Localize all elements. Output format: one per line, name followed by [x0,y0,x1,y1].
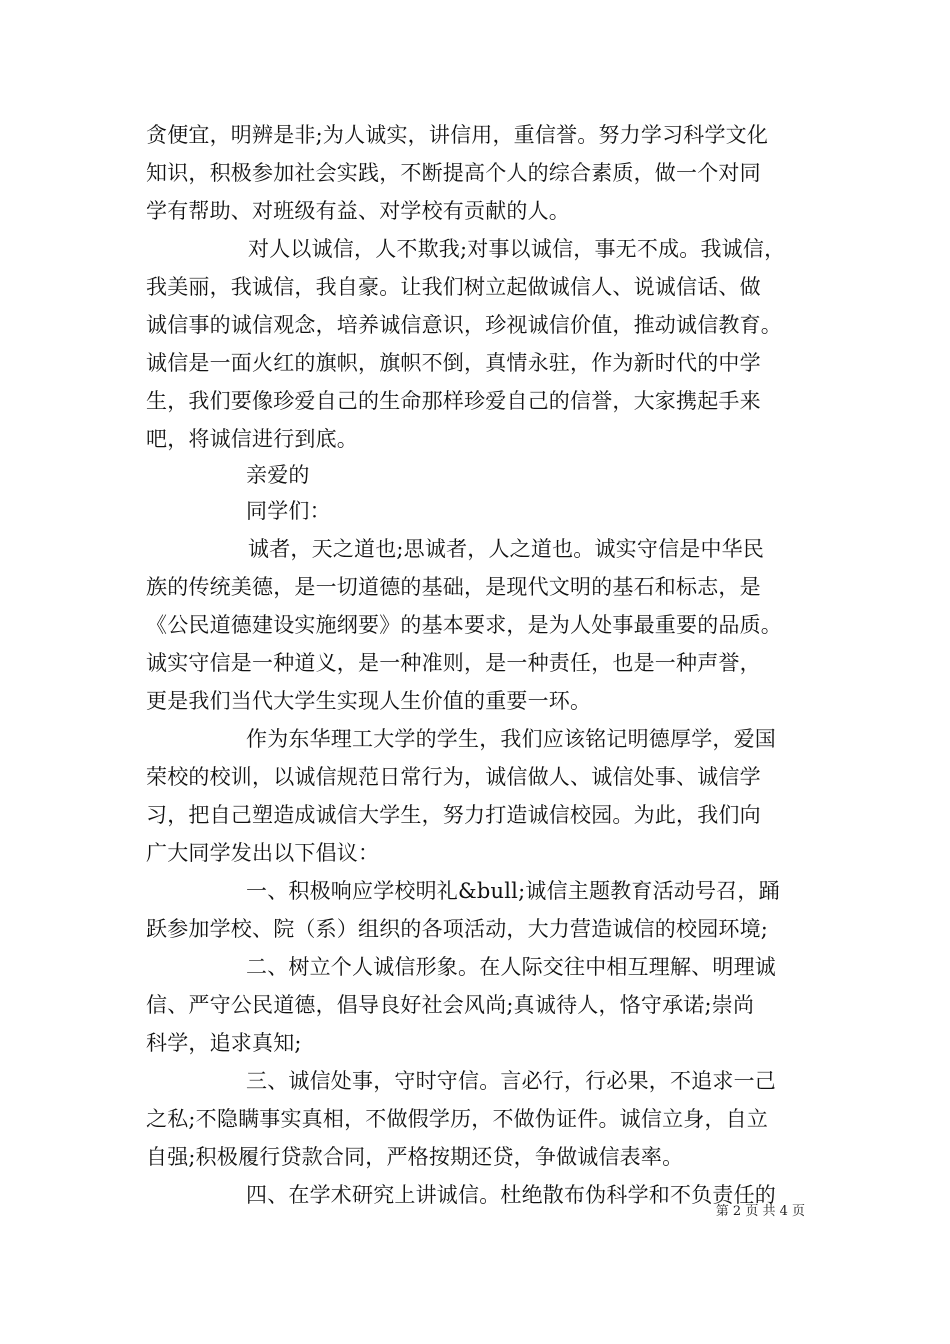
text-line: 诚实守信是一种道义，是一种准则，是一种责任，也是一种声誉， [146,651,761,675]
text-line: 跃参加学校、院（系）组织的各项活动，大力营造诚信的校园环境; [146,917,769,941]
text-line: 信、严守公民道德，倡导良好社会风尚;真诚待人，恪守承诺;崇尚 [146,993,755,1017]
text-line: 贪便宜，明辨是非;为人诚实，讲信用，重信誉。努力学习科学文化 [146,123,769,147]
page-number: 第 2 页 共 4 页 [715,1204,805,1219]
text-line: 诚信事的诚信观念，培养诚信意识，珍视诚信价值，推动诚信教育。 [146,313,782,337]
text-line: 之私;不隐瞒事实真相，不做假学历，不做伪证件。诚信立身，自立 [146,1107,769,1131]
paragraph-start-line: 二、树立个人诚信形象。在人际交往中相互理解、明理诚 [246,955,776,979]
text-line: 吧，将诚信进行到底。 [146,427,358,451]
text-line: 《公民道德建设实施纲要》的基本要求，是为人处事最重要的品质。 [146,613,782,637]
text-line: 生，我们要像珍爱自己的生命那样珍爱自己的信誉，大家携起手来 [146,389,761,413]
paragraph-start-line: 三、诚信处事，守时守信。言必行，行必果，不追求一己 [246,1069,776,1093]
text-line: 诚信是一面火红的旗帜，旗帜不倒，真情永驻，作为新时代的中学 [146,351,761,375]
text-line: 科学，追求真知; [146,1031,302,1055]
text-line: 我美丽，我诚信，我自豪。让我们树立起做诚信人、说诚信话、做 [146,275,761,299]
text-line: 更是我们当代大学生实现人生价值的重要一环。 [146,689,592,713]
text-line: 学有帮助、对班级有益、对学校有贡献的人。 [146,199,570,223]
text-line: 族的传统美德，是一切道德的基础，是现代文明的基石和标志，是 [146,575,761,599]
paragraph-start-line: 一、积极响应学校明礼&bull;诚信主题教育活动号召，踊 [246,879,780,903]
text-line: 广大同学发出以下倡议： [146,841,380,865]
text-line: 知识，积极参加社会实践，不断提高个人的综合素质，做一个对同 [146,161,761,185]
paragraph-start-line: 诚者，天之道也;思诚者，人之道也。诚实守信是中华民 [248,537,765,561]
paragraph-start-line: 对人以诚信，人不欺我;对事以诚信，事无不成。我诚信， [248,237,786,261]
text-line: 习，把自己塑造成诚信大学生，努力打造诚信校园。为此，我们向 [146,803,761,827]
paragraph-start-line: 作为东华理工大学的学生，我们应该铭记明德厚学，爱国 [246,727,776,751]
text-line: 自强;积极履行贷款合同，严格按期还贷，争做诚信表率。 [146,1145,684,1169]
salutation-line: 同学们： [246,499,331,523]
text-line: 荣校的校训，以诚信规范日常行为，诚信做人、诚信处事、诚信学 [146,765,761,789]
paragraph-start-line: 四、在学术研究上讲诚信。杜绝散布伪科学和不负责任的 [246,1183,776,1207]
salutation-line: 亲爱的 [246,463,310,487]
